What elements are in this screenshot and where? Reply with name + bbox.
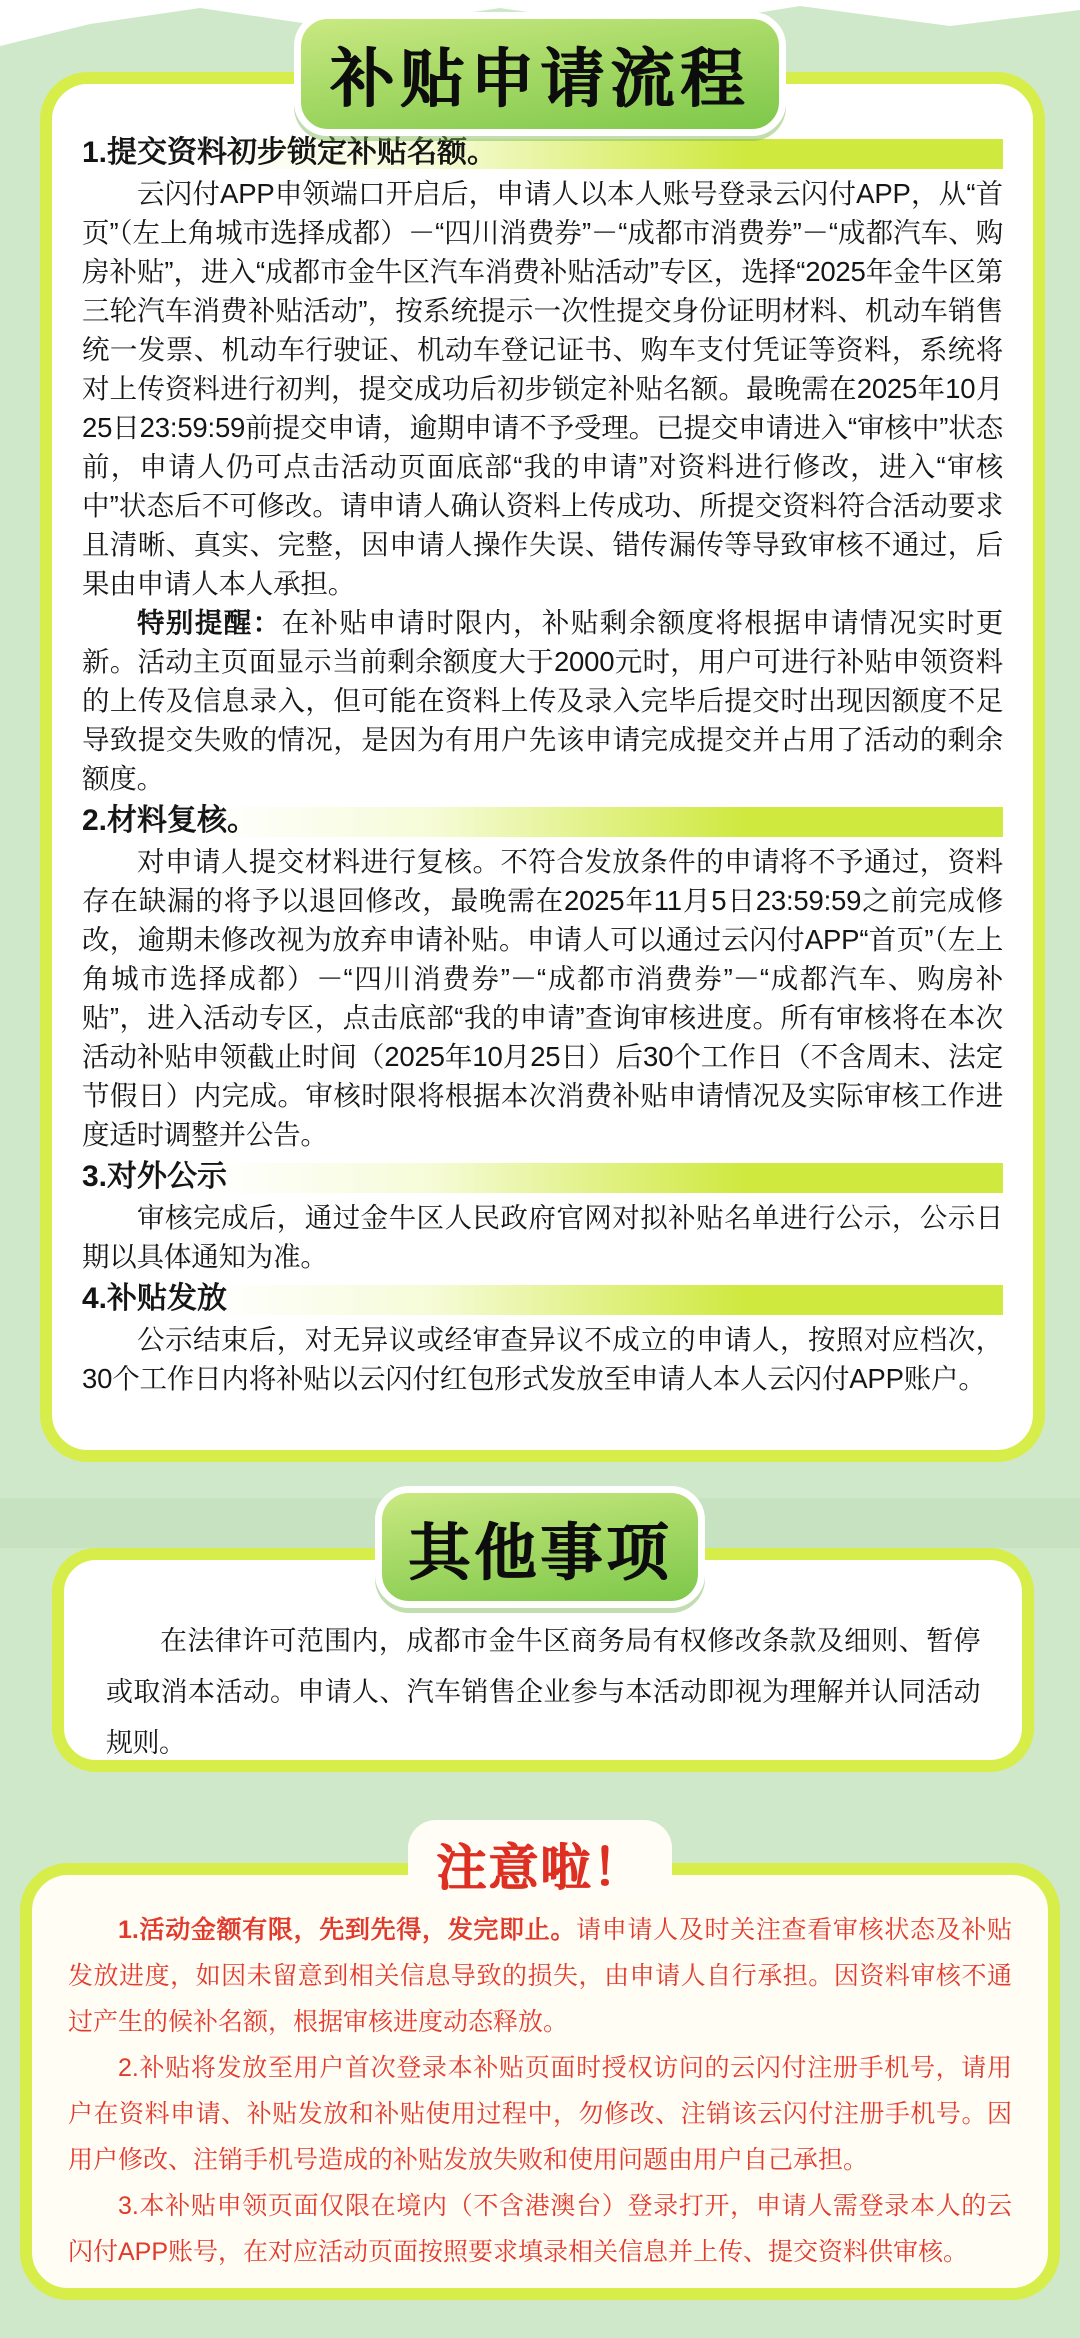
other-matters-banner-title: 其他事项 bbox=[407, 1518, 672, 1588]
other-matters-banner bbox=[375, 1486, 705, 1608]
notice-item-1-lead: 1.活动金额有限，先到先得，发完即止。 bbox=[118, 1916, 577, 1944]
notice-item-2: 2.补贴将发放至用户首次登录本补贴页面时授权访问的云闪付注册手机号，请用户在资料申请、补贴发放和补贴使用过程中，勿修改、注销该云闪付注册手机号。因用户修改、注销手机号造成的补贴发放失败和使用问题由用户自己承担。 bbox=[68, 2054, 1012, 2174]
notice-item-1-text: 请申请人及时关注查看审核状态及补贴发放进度，如因未留意到相关信息导致的损失，由申请人自行承担。因资料审核不通过产生的候补名额，根据审核进度动态释放。 bbox=[68, 1916, 1012, 2036]
special-reminder-text: 在补贴申请时限内，补贴剩余额度将根据申请情况实时更新。活动主页面显示当前剩余额度大于2000元时，用户可进行补贴申领资料的上传及信息录入，但可能在资料上传及录入完毕后提交时出现因额度不足导致提交失败的情况，是因为有用户先该申请完成提交并占用了活动的剩余额度。 bbox=[82, 607, 1004, 794]
section-3-heading: 3.对外公示 bbox=[82, 1157, 1003, 1196]
section-2-paragraph: 对申请人提交材料进行复核。不符合发放条件的申请将不予通过，资料存在缺漏的将予以退回修改，最晚需在2025年11月5日23:59:59之前完成修改，逾期未修改视为放弃申请补贴。申请人可以通过云闪付APP“首页”（左上角城市选择成都）－“四川消费券”－“成都市消费券”－“成都汽车、购房补贴”，进入活动专区，点击底部“我的申请”查询审核进度。所有审核将在本次活动补贴申领截止时间（2025年10月25日）后30个工作日（不含周末、法定节假日）内完成。审核时限将根据本次消费补贴申请情况及实际审核工作进度适时调整并公告。 bbox=[82, 846, 1003, 1150]
process-banner bbox=[294, 12, 786, 136]
special-reminder-paragraph bbox=[82, 603, 1003, 798]
notice-tab bbox=[408, 1820, 672, 1898]
process-card bbox=[40, 72, 1045, 1462]
notice-item-3: 3.本补贴申领页面仅限在境内（不含港澳台）登录打开，申请人需登录本人的云闪付APP账号，在对应活动页面按照要求填录相关信息并上传、提交资料供审核。 bbox=[68, 2192, 1012, 2266]
special-reminder-label: 特别提醒： bbox=[137, 607, 282, 638]
section-1-heading: 1.提交资料初步锁定补贴名额。 bbox=[82, 133, 1003, 172]
process-banner-title: 补贴申请流程 bbox=[330, 43, 750, 115]
other-matters-paragraph: 在法律许可范围内，成都市金牛区商务局有权修改条款及细则、暂停或取消本活动。申请人、汽车销售企业参与本活动即视为理解并认同活动规则。 bbox=[106, 1626, 980, 1758]
notice-item-1 bbox=[68, 1907, 1012, 2045]
section-4-heading: 4.补贴发放 bbox=[82, 1279, 1003, 1318]
section-3-paragraph: 审核完成后，通过金牛区人民政府官网对拟补贴名单进行公示，公示日期以具体通知为准。 bbox=[82, 1202, 1003, 1272]
notice-tab-title: 注意啦！ bbox=[436, 1840, 644, 1896]
section-2-heading: 2.材料复核。 bbox=[82, 801, 1003, 840]
section-4-paragraph: 公示结束后，对无异议或经审查异议不成立的申请人，按照对应档次，30个工作日内将补贴以云闪付红包形式发放至申请人本人云闪付APP账户。 bbox=[82, 1324, 1003, 1394]
notice-card bbox=[20, 1863, 1060, 2300]
section-1-paragraph: 云闪付APP申领端口开启后，申请人以本人账号登录云闪付APP，从“首页”（左上角城市选择成都）－“四川消费券”－“成都市消费券”－“成都汽车、购房补贴”，进入“成都市金牛区汽车消费补贴活动”专区，选择“2025年金牛区第三轮汽车消费补贴活动”，按系统提示一次性提交身份证明材料、机动车销售 统一发票、机动车行驶证、机动车登记证书、购车支付凭证等资料，系统将对上传资料进行初判，提交成功后初步锁定补贴名额。最晚需在2025年10月25日23:59:59前提交申请，逾期申请不予受理。已提交申请进入“审核中”状态前，申请人仍可点击活动页面底部“我的申请”对资料进行修改，进入“审核中”状态后不可修改。请申请人确认资料上传成功、所提交资料符合活动要求且清晰、真实、完整，因申请人操作失误、错传漏传等导致审核不通过，后果由申请人本人承担。 bbox=[82, 178, 1003, 599]
